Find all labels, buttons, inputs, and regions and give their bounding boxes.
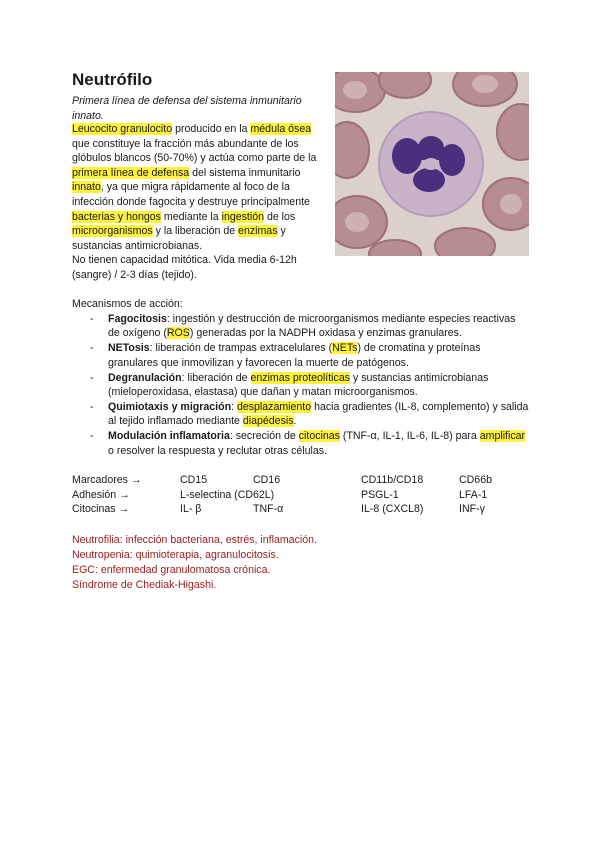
pathology-item: EGC: enfermedad granulomatosa crónica. [72,564,271,576]
table-cell: LFA-1 [459,488,488,501]
highlight: Leucocito granulocito [72,123,173,135]
list-item [90,371,530,400]
table-cell: INF-γ [459,503,485,515]
text: y la liberación de [152,225,239,238]
table-row [72,503,519,518]
text: . [293,415,297,428]
row-label: Adhesión → [72,488,130,501]
list-item [90,429,530,458]
table-cell: L-selectina (CD62L) [180,488,275,501]
highlight: amplificar [479,430,526,443]
markers-table [72,474,519,518]
neutrophil-micrograph-icon [335,72,529,256]
item-term: Quimiotaxis y migración [108,400,232,413]
highlight: médula ósea [250,123,312,135]
highlight: diapédesis [242,415,294,428]
text: y sustancias antimicrobianas. [72,225,286,252]
highlight: NETs [332,342,358,355]
text: , ya que migra rápidamente al foco de la infección donde fagocita y destruye principalmente [72,181,310,208]
highlight: desplazamiento [236,400,312,413]
highlight: enzimas proteolíticas [250,371,351,384]
item-term: Modulación inflamatoria [108,430,230,443]
highlight: ROS [166,327,190,340]
row-label: Marcadores → [72,474,142,486]
highlight: primera línea de defensa [72,166,190,179]
table-row [72,489,519,504]
text: hacia gradientes (IL-8, complemento) y salida al tejido inflamado mediante [108,400,529,428]
table-cell: TNF-α [253,503,284,515]
highlight: citocinas [298,430,340,443]
lifespan-note: No tienen capacidad mitótica. Vida media 6-12h (sangre) / 2-3 días (tejido). [72,254,297,281]
highlight: innato [72,181,101,194]
text: que constituye la fracción más abundante de los glóbulos blancos (50-70%) y actúa como parte de la [72,137,317,165]
table-cell: PSGL-1 [361,488,399,501]
mechanisms-list [90,312,530,459]
text: : liberación de trampas extracelulares ( [149,342,333,355]
text: : secreción de [229,430,299,443]
mechanisms-title: Mecanismos de acción: [72,298,183,310]
subtitle: Primera línea de defensa del sistema inmunitario innato. [72,95,302,122]
list-item [90,400,530,429]
text: (TNF-α, IL-1, IL-6, IL-8) para [339,430,480,443]
item-term: Fagocitosis [108,313,167,325]
pathology-item: Neutrofilia: infección bacteriana, estrés, inflamación. [72,534,317,546]
table-row [72,474,519,489]
pathologies-list [72,533,317,593]
intro-paragraph [72,122,330,283]
text: mediante la [160,210,222,223]
table-cell: IL-8 (CXCL8) [361,503,424,515]
page-title: Neutrófilo [72,70,153,89]
text: : ingestión y destrucción de microorganismos mediante especies reactivas de oxígeno ( [108,313,516,340]
table-cell: CD11b/CD18 [361,474,424,486]
text: o resolver la respuesta y reclutar otras células. [108,444,328,457]
list-item [90,341,530,370]
text: : liberación de [181,371,251,384]
highlight: ingestión [221,210,264,223]
text: del sistema inmunitario [189,166,301,179]
text: : [231,400,237,413]
pathology-item: Neutropenia: quimioterapia, agranulocitosis. [72,549,279,561]
table-cell: CD16 [253,474,281,486]
highlight: bacterias y hongos [72,210,161,223]
table-cell: CD15 [180,474,208,486]
table-cell: CD66b [459,474,492,486]
item-term: Degranulación [108,371,182,384]
text: y sustancias antimicrobianas (mieloperoxidasa, elastasa) que dañan y matan microorganismos. [108,371,489,399]
text: de los [264,210,296,223]
list-item [90,312,530,341]
text: ) generadas por la NADPH oxidasa y enzimas granulares. [189,327,462,340]
row-label: Citocinas → [72,503,130,515]
text: ) de cromatina y proteínas granulares que inmovilizan y favorecen la muerte de patógenos. [108,342,481,369]
item-term: NETosis [108,342,150,355]
pathology-item: Síndrome de Chediak-Higashi. [72,579,217,591]
neutrophil-image [335,72,529,256]
table-cell: IL- β [180,503,202,515]
highlight: microorganismos [72,225,153,238]
highlight: enzimas [238,225,278,238]
text: producido en la [172,123,251,135]
